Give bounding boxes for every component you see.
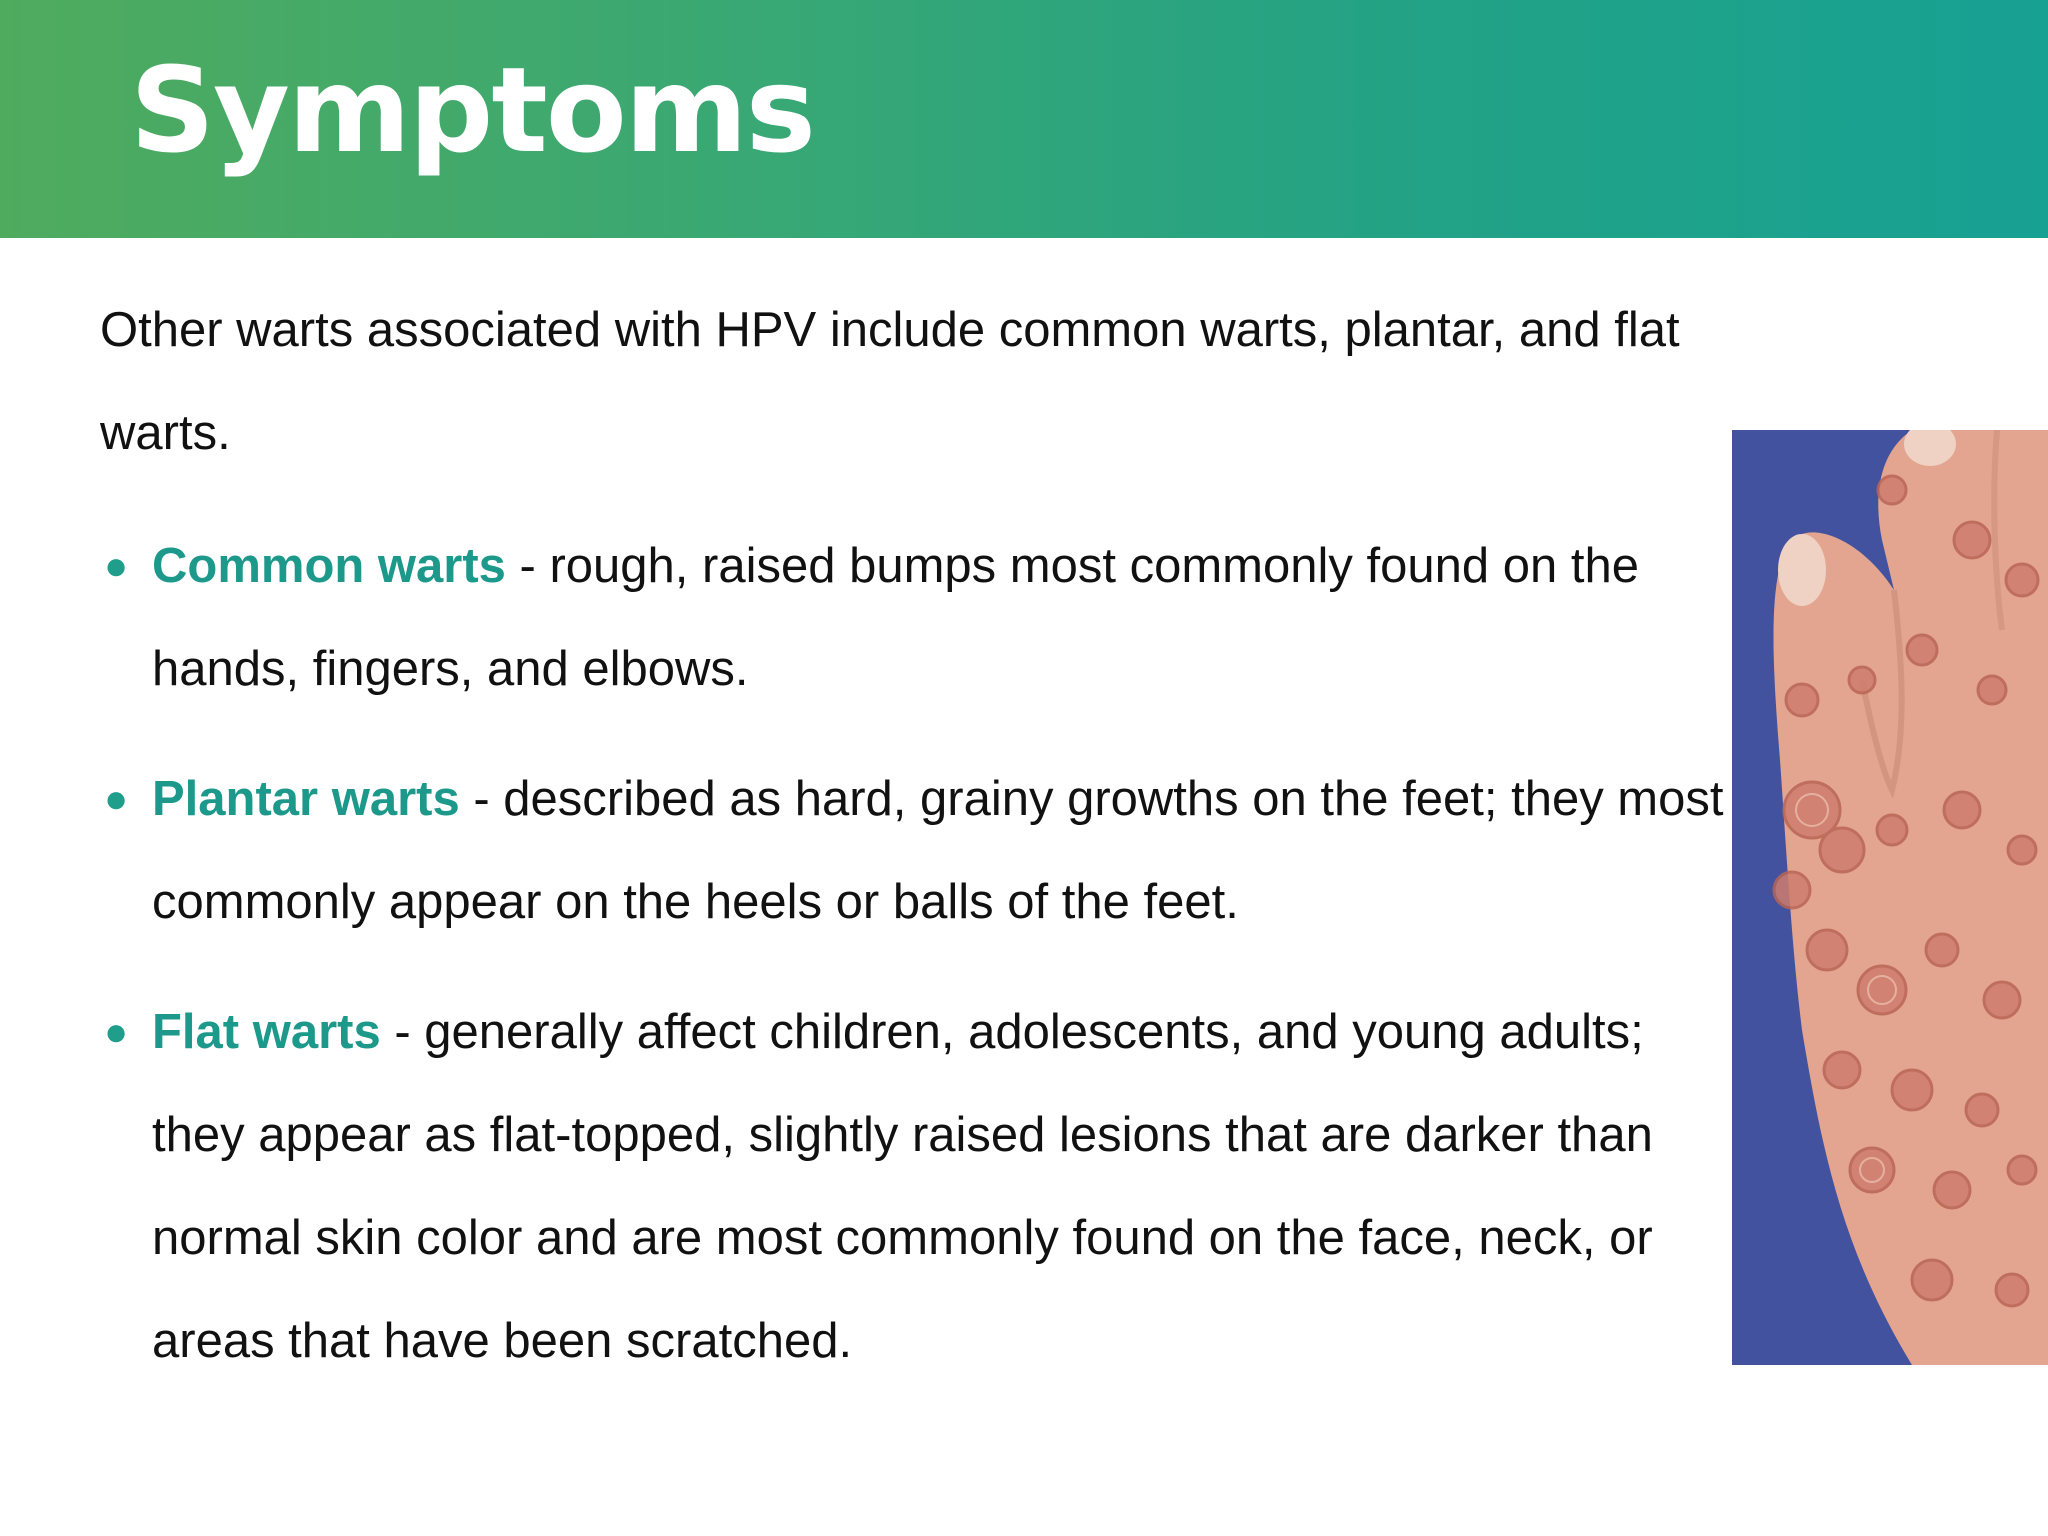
bullet-text: - described as hard, grainy growths on the feet; they most commonly appear on the heels or balls of the feet. xyxy=(152,772,1724,929)
bullet-list xyxy=(100,515,1740,1420)
bullet-flat-warts xyxy=(100,981,1740,1393)
bullet-dot-icon: ● xyxy=(104,544,129,588)
bullet-dot-icon: ● xyxy=(104,1010,129,1054)
bullet-plantar-warts xyxy=(100,748,1740,954)
bullet-term: Flat warts xyxy=(152,1005,381,1059)
bullet-dot-icon: ● xyxy=(104,777,129,821)
title-banner xyxy=(0,0,2048,238)
bullet-term: Plantar warts xyxy=(152,772,460,826)
bullet-common-warts xyxy=(100,515,1740,721)
bullet-term: Common warts xyxy=(152,539,506,593)
hand-warts-photo xyxy=(1732,430,2048,1365)
bullet-text: - generally affect children, adolescents, and young adults; they appear as flat-topped, slightly raised lesions that are darker than normal skin color and are most commonly found on the face, neck, or areas that have been scratched. xyxy=(152,1005,1653,1368)
bullet-text: - rough, raised bumps most commonly found on the hands, fingers, and elbows. xyxy=(152,539,1639,696)
intro-paragraph: Other warts associated with HPV include common warts, plantar, and flat warts. xyxy=(100,303,1680,460)
slide-title: Symptoms xyxy=(130,41,814,179)
